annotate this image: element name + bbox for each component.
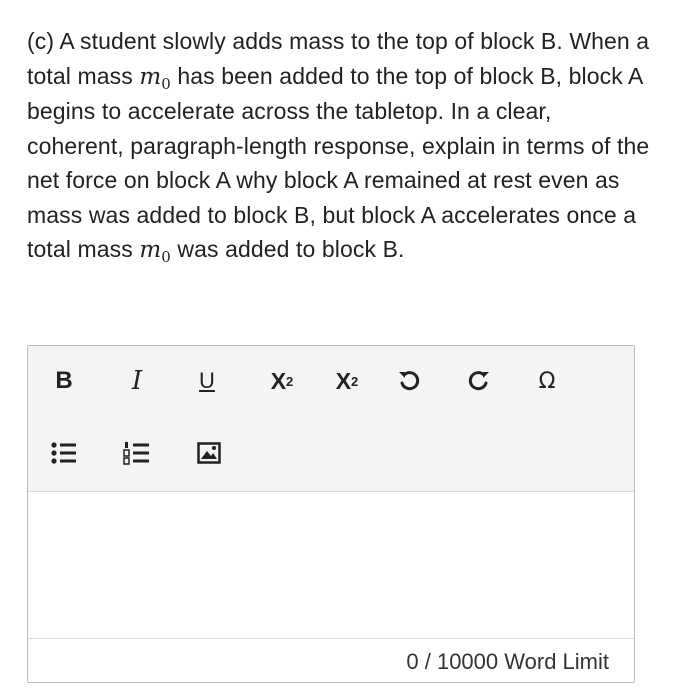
italic-button[interactable]: I bbox=[131, 366, 143, 396]
question-part-1: (c) A student slowly adds mass to the top of block B. When a total mass bbox=[27, 28, 650, 89]
insert-image-button[interactable] bbox=[190, 434, 228, 472]
word-count-footer: 0 / 10000 Word Limit bbox=[406, 648, 609, 674]
undo-icon bbox=[396, 368, 422, 394]
redo-icon bbox=[466, 368, 492, 394]
undo-button[interactable] bbox=[390, 362, 428, 400]
response-text-area[interactable] bbox=[28, 492, 634, 639]
subscript-button[interactable]: X 2 bbox=[335, 367, 359, 394]
bullet-list-button[interactable] bbox=[45, 434, 83, 472]
bullet-list-icon bbox=[50, 440, 78, 466]
mass-symbol: $m_0$ bbox=[139, 63, 171, 93]
numbered-list-icon bbox=[123, 440, 151, 466]
word-count: 0 bbox=[406, 648, 419, 674]
numbered-list-button[interactable] bbox=[118, 434, 156, 472]
mass-symbol: $m_0$ bbox=[139, 237, 171, 266]
bold-button[interactable]: B bbox=[55, 367, 73, 394]
rich-text-editor bbox=[27, 345, 635, 683]
question-text bbox=[27, 24, 652, 268]
underline-button[interactable]: U bbox=[199, 368, 215, 393]
word-limit: 10000 bbox=[436, 648, 499, 674]
question-part-3: was added to block B. bbox=[170, 236, 405, 262]
special-characters-button[interactable]: Ω bbox=[538, 368, 556, 394]
question-part-2: has been added to the top of block B, block A begins to accelerate across the tabletop. In a clear, coherent, paragraph-length response, explain in terms of the net force on block A why block A remained at rest even as mass was added to block B, but block A accelerates once a total mass bbox=[27, 62, 650, 262]
image-icon bbox=[197, 442, 221, 464]
word-limit-label: Word Limit bbox=[504, 648, 609, 674]
redo-button[interactable] bbox=[460, 362, 498, 400]
editor-toolbar bbox=[28, 346, 634, 492]
superscript-button[interactable]: X 2 bbox=[270, 367, 294, 394]
